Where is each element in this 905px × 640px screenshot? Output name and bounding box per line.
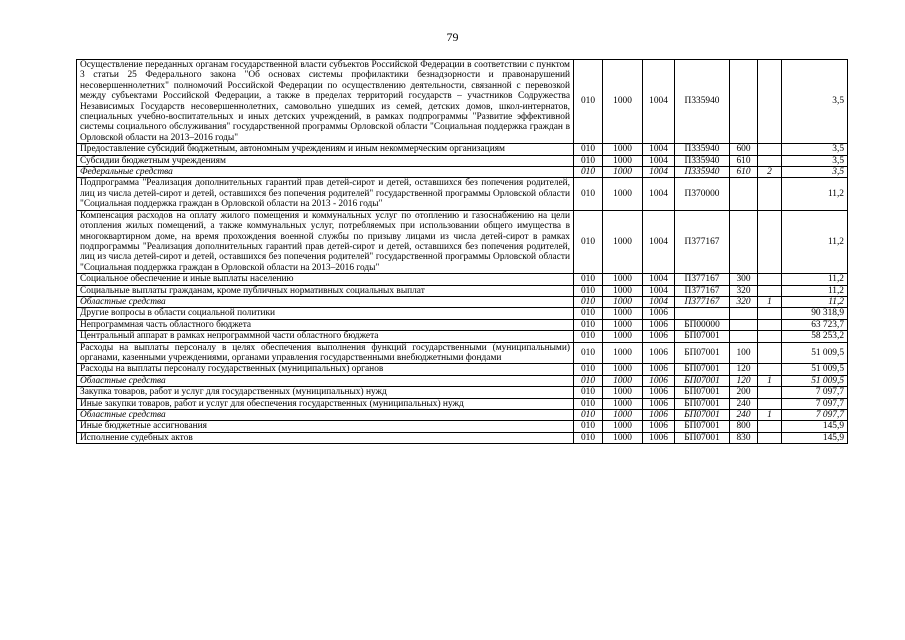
cell-name: Областные средства (77, 375, 574, 386)
cell-section-code: 1000 (603, 342, 643, 364)
cell-ministry-code: 010 (574, 296, 603, 307)
cell-ministry-code: 010 (574, 210, 603, 273)
cell-name: Центральный аппарат в рамках непрограммной части областного бюджета (77, 331, 574, 342)
cell-subsection-code: 1006 (643, 432, 675, 443)
cell-target-article: БП07001 (675, 342, 730, 364)
cell-kosgu-code (758, 155, 782, 166)
cell-expense-type: 320 (730, 285, 758, 296)
cell-expense-type (730, 331, 758, 342)
cell-name: Иные бюджетные ассигнования (77, 421, 574, 432)
cell-ministry-code: 010 (574, 342, 603, 364)
cell-subsection-code: 1004 (643, 274, 675, 285)
cell-name: Субсидии бюджетным учреждениям (77, 155, 574, 166)
cell-name: Расходы на выплаты персоналу государственных (муниципальных) органов (77, 364, 574, 375)
cell-section-code: 1000 (603, 285, 643, 296)
cell-kosgu-code (758, 60, 782, 144)
table-row (77, 364, 848, 375)
cell-expense-type: 800 (730, 421, 758, 432)
cell-target-article: БП07001 (675, 421, 730, 432)
table-row (77, 274, 848, 285)
cell-subsection-code: 1004 (643, 155, 675, 166)
cell-ministry-code: 010 (574, 331, 603, 342)
cell-expense-type: 610 (730, 155, 758, 166)
cell-subsection-code: 1006 (643, 319, 675, 330)
cell-kosgu-code (758, 432, 782, 443)
cell-target-article: БП07001 (675, 410, 730, 421)
cell-subsection-code: 1004 (643, 167, 675, 178)
cell-ministry-code: 010 (574, 319, 603, 330)
cell-amount: 3,5 (782, 144, 848, 155)
cell-kosgu-code (758, 285, 782, 296)
budget-table (76, 59, 848, 444)
cell-target-article: П377167 (675, 285, 730, 296)
table-row (77, 167, 848, 178)
cell-amount: 51 009,5 (782, 364, 848, 375)
cell-expense-type: 100 (730, 342, 758, 364)
cell-target-article: БП07001 (675, 432, 730, 443)
cell-expense-type: 600 (730, 144, 758, 155)
cell-ministry-code: 010 (574, 410, 603, 421)
cell-amount: 11,2 (782, 178, 848, 210)
cell-ministry-code: 010 (574, 285, 603, 296)
cell-name: Расходы на выплаты персоналу в целях обеспечения выполнения функций государственными (муниципальными) органами, казенными учреждениями, органами управления государственными внебюджетными фондами (77, 342, 574, 364)
table-row (77, 178, 848, 210)
cell-subsection-code: 1006 (643, 387, 675, 398)
cell-amount: 11,2 (782, 210, 848, 273)
cell-ministry-code: 010 (574, 60, 603, 144)
cell-section-code: 1000 (603, 410, 643, 421)
cell-subsection-code: 1004 (643, 296, 675, 307)
cell-expense-type (730, 319, 758, 330)
cell-target-article: П335940 (675, 167, 730, 178)
page-number: 79 (446, 30, 459, 44)
cell-section-code: 1000 (603, 398, 643, 409)
table-row (77, 296, 848, 307)
cell-target-article: П377167 (675, 210, 730, 273)
cell-ministry-code: 010 (574, 421, 603, 432)
cell-name: Социальное обеспечение и иные выплаты населению (77, 274, 574, 285)
cell-kosgu-code (758, 342, 782, 364)
cell-amount: 145,9 (782, 421, 848, 432)
cell-kosgu-code (758, 319, 782, 330)
cell-kosgu-code (758, 210, 782, 273)
cell-subsection-code: 1006 (643, 364, 675, 375)
cell-name: Подпрограмма "Реализация дополнительных гарантий прав детей-сирот и детей, оставшихся без попечения родителей, лиц из числа детей-сирот и детей, оставшихся без попечения родителей" государственной программы Орловской области "Социальная поддержка граждан в Орловской области на 2013 - 2016 годы" (77, 178, 574, 210)
cell-expense-type (730, 210, 758, 273)
cell-subsection-code: 1006 (643, 331, 675, 342)
cell-kosgu-code (758, 274, 782, 285)
cell-ministry-code: 010 (574, 178, 603, 210)
cell-subsection-code: 1006 (643, 398, 675, 409)
cell-subsection-code: 1006 (643, 421, 675, 432)
cell-amount: 145,9 (782, 432, 848, 443)
cell-ministry-code: 010 (574, 155, 603, 166)
cell-expense-type: 240 (730, 410, 758, 421)
cell-section-code: 1000 (603, 210, 643, 273)
cell-section-code: 1000 (603, 296, 643, 307)
cell-name: Другие вопросы в области социальной политики (77, 308, 574, 319)
cell-subsection-code: 1004 (643, 60, 675, 144)
cell-section-code: 1000 (603, 364, 643, 375)
cell-kosgu-code (758, 387, 782, 398)
cell-amount: 11,2 (782, 274, 848, 285)
cell-section-code: 1000 (603, 432, 643, 443)
cell-amount: 90 318,9 (782, 308, 848, 319)
cell-target-article: БП07001 (675, 331, 730, 342)
cell-expense-type: 240 (730, 398, 758, 409)
cell-target-article: П377167 (675, 296, 730, 307)
cell-kosgu-code: 2 (758, 167, 782, 178)
cell-ministry-code: 010 (574, 274, 603, 285)
cell-subsection-code: 1004 (643, 210, 675, 273)
cell-ministry-code: 010 (574, 375, 603, 386)
cell-target-article: П370000 (675, 178, 730, 210)
cell-section-code: 1000 (603, 274, 643, 285)
cell-name: Иные закупки товаров, работ и услуг для обеспечения государственных (муниципальных) нужд (77, 398, 574, 409)
cell-target-article: БП07001 (675, 398, 730, 409)
cell-subsection-code: 1006 (643, 308, 675, 319)
cell-section-code: 1000 (603, 421, 643, 432)
cell-kosgu-code: 1 (758, 375, 782, 386)
cell-expense-type: 120 (730, 364, 758, 375)
cell-target-article: БП07001 (675, 387, 730, 398)
cell-kosgu-code: 1 (758, 296, 782, 307)
cell-amount: 3,5 (782, 155, 848, 166)
table-row (77, 375, 848, 386)
cell-name: Компенсация расходов на оплату жилого помещения и коммунальных услуг по отоплению и газоснабжению на цели отопления жилых помещений, а также коммунальных услуг, потребляемых при использовании общего имущества в многоквартирном доме, на время прохождения военной службы по призыву лицами из числа детей-сирот в рамках подпрограммы "Реализация дополнительных гарантий прав детей-сирот и детей, оставшихся без попечения родителей, лиц из числа детей-сирот и детей, оставшихся без попечения родителей" государственной программы Орловской области "Социальная поддержка граждан в Орловской области на 2013–2016 годы" (77, 210, 574, 273)
cell-ministry-code: 010 (574, 364, 603, 375)
cell-name: Исполнение судебных актов (77, 432, 574, 443)
cell-expense-type (730, 60, 758, 144)
cell-name: Федеральные средства (77, 167, 574, 178)
cell-ministry-code: 010 (574, 432, 603, 443)
table-row (77, 398, 848, 409)
cell-section-code: 1000 (603, 387, 643, 398)
cell-kosgu-code (758, 178, 782, 210)
cell-name: Предоставление субсидий бюджетным, автономным учреждениям и иным некоммерческим организациям (77, 144, 574, 155)
table-row (77, 60, 848, 144)
cell-subsection-code: 1004 (643, 285, 675, 296)
table-row (77, 410, 848, 421)
cell-name: Закупка товаров, работ и услуг для государственных (муниципальных) нужд (77, 387, 574, 398)
table-row (77, 308, 848, 319)
cell-expense-type: 320 (730, 296, 758, 307)
cell-amount: 51 009,5 (782, 375, 848, 386)
cell-expense-type (730, 308, 758, 319)
cell-kosgu-code: 1 (758, 410, 782, 421)
table-row (77, 155, 848, 166)
cell-name: Социальные выплаты гражданам, кроме публичных нормативных социальных выплат (77, 285, 574, 296)
cell-name: Областные средства (77, 410, 574, 421)
cell-amount: 58 253,2 (782, 331, 848, 342)
table-row (77, 331, 848, 342)
table-row (77, 319, 848, 330)
cell-amount: 3,5 (782, 167, 848, 178)
cell-amount: 63 723,7 (782, 319, 848, 330)
cell-subsection-code: 1006 (643, 375, 675, 386)
cell-expense-type: 300 (730, 274, 758, 285)
cell-subsection-code: 1006 (643, 410, 675, 421)
cell-name: Непрограммная часть областного бюджета (77, 319, 574, 330)
table-row (77, 432, 848, 443)
cell-amount: 51 009,5 (782, 342, 848, 364)
cell-ministry-code: 010 (574, 398, 603, 409)
cell-section-code: 1000 (603, 144, 643, 155)
cell-section-code: 1000 (603, 319, 643, 330)
cell-subsection-code: 1006 (643, 342, 675, 364)
cell-amount: 11,2 (782, 285, 848, 296)
cell-amount: 7 097,7 (782, 398, 848, 409)
cell-ministry-code: 010 (574, 308, 603, 319)
cell-target-article: П335940 (675, 155, 730, 166)
cell-subsection-code: 1004 (643, 178, 675, 210)
cell-kosgu-code (758, 364, 782, 375)
cell-kosgu-code (758, 144, 782, 155)
cell-name: Областные средства (77, 296, 574, 307)
cell-expense-type: 120 (730, 375, 758, 386)
cell-section-code: 1000 (603, 155, 643, 166)
cell-expense-type: 610 (730, 167, 758, 178)
cell-section-code: 1000 (603, 331, 643, 342)
cell-kosgu-code (758, 331, 782, 342)
cell-expense-type: 200 (730, 387, 758, 398)
cell-target-article: П335940 (675, 144, 730, 155)
cell-target-article: П377167 (675, 274, 730, 285)
cell-target-article (675, 308, 730, 319)
table-row (77, 285, 848, 296)
cell-name: Осуществление переданных органам государственной власти субъектов Российской Федерации в соответствии с пунктом 3 статьи 25 Федерального закона "Об основах системы профилактики безнадзорности и правонарушений несовершеннолетних" полномочий Российской Федерации по осуществлению деятельности, связанной с перевозкой между субъектами Российской Федерации, а также в пределах территорий государств – участников Содружества Независимых Государств несовершеннолетних, самовольно ушедших из семей, детских домов, школ-интернатов, специальных учебно-воспитательных и иных детских учреждений, в рамках подпрограммы "Развитие эффективной системы социального обслуживания" государственной программы Орловской области "Социальная поддержка граждан в Орловской области на 2013–2016 годы" (77, 60, 574, 144)
cell-section-code: 1000 (603, 375, 643, 386)
table-row (77, 387, 848, 398)
cell-target-article: БП00000 (675, 319, 730, 330)
cell-amount: 7 097,7 (782, 410, 848, 421)
table-row (77, 144, 848, 155)
cell-ministry-code: 010 (574, 387, 603, 398)
cell-section-code: 1000 (603, 167, 643, 178)
budget-table-body (77, 60, 848, 444)
cell-expense-type: 830 (730, 432, 758, 443)
table-row (77, 210, 848, 273)
cell-amount: 3,5 (782, 60, 848, 144)
cell-target-article: БП07001 (675, 375, 730, 386)
cell-kosgu-code (758, 421, 782, 432)
cell-amount: 7 097,7 (782, 387, 848, 398)
cell-subsection-code: 1004 (643, 144, 675, 155)
cell-expense-type (730, 178, 758, 210)
cell-section-code: 1000 (603, 308, 643, 319)
table-row (77, 421, 848, 432)
cell-target-article: БП07001 (675, 364, 730, 375)
cell-section-code: 1000 (603, 60, 643, 144)
cell-ministry-code: 010 (574, 144, 603, 155)
cell-ministry-code: 010 (574, 167, 603, 178)
table-row (77, 342, 848, 364)
cell-amount: 11,2 (782, 296, 848, 307)
cell-target-article: П335940 (675, 60, 730, 144)
cell-kosgu-code (758, 308, 782, 319)
cell-section-code: 1000 (603, 178, 643, 210)
cell-kosgu-code (758, 398, 782, 409)
